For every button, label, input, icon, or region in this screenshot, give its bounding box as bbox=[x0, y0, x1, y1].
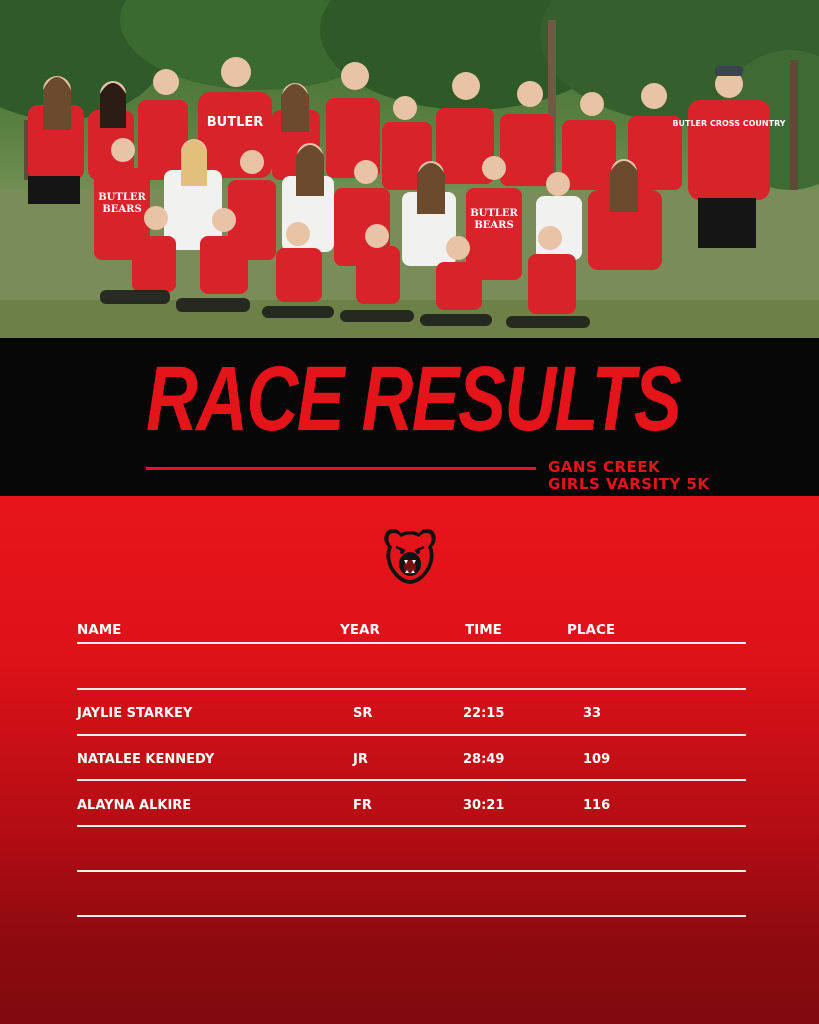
runner-name: ALAYNA ALKIRE bbox=[77, 798, 192, 813]
runner-name: NATALEE KENNEDY bbox=[77, 752, 215, 767]
runner-name: JAYLIE STARKEY bbox=[77, 706, 193, 721]
runner-time: 28:49 bbox=[463, 752, 505, 767]
table-row bbox=[77, 710, 746, 767]
shirt-text: BUTLER bbox=[206, 115, 264, 130]
team-photo-illustration bbox=[0, 0, 819, 338]
table-header-row bbox=[77, 618, 746, 664]
svg-text:BUTLER: BUTLER bbox=[98, 192, 146, 203]
table-divider bbox=[77, 642, 746, 644]
team-photo bbox=[0, 0, 819, 338]
table-row bbox=[77, 664, 746, 721]
runner-year: JR bbox=[353, 752, 368, 767]
event-division: GIRLS VARSITY 5K bbox=[548, 475, 710, 493]
svg-text:BEARS: BEARS bbox=[102, 204, 142, 215]
title-underline bbox=[146, 467, 536, 470]
runner-year: SR bbox=[353, 706, 373, 721]
header-name: NAME bbox=[77, 622, 122, 638]
runner-place: 109 bbox=[583, 752, 611, 767]
svg-text:BEARS: BEARS bbox=[474, 220, 514, 231]
results-table bbox=[77, 618, 746, 813]
runner-place: 33 bbox=[583, 706, 602, 721]
runner-time: 22:15 bbox=[463, 706, 505, 721]
table-divider bbox=[77, 734, 746, 736]
bear-head-icon bbox=[379, 523, 441, 585]
header-year: YEAR bbox=[340, 622, 380, 638]
table-divider bbox=[77, 870, 746, 872]
table-divider bbox=[77, 779, 746, 781]
table-divider bbox=[77, 825, 746, 827]
poster-title: RACE RESULTS bbox=[146, 348, 681, 450]
event-location: GANS CREEK bbox=[548, 458, 661, 476]
table-divider bbox=[77, 688, 746, 690]
svg-text:BUTLER CROSS COUNTRY: BUTLER CROSS COUNTRY bbox=[672, 119, 786, 128]
svg-text:BUTLER: BUTLER bbox=[470, 208, 518, 219]
header-place: PLACE bbox=[567, 622, 616, 638]
runner-place: 116 bbox=[583, 798, 611, 813]
table-divider bbox=[77, 915, 746, 917]
header-time: TIME bbox=[465, 622, 502, 638]
runner-year: FR bbox=[353, 798, 372, 813]
runner-time: 30:21 bbox=[463, 798, 505, 813]
event-subtitle bbox=[548, 459, 710, 493]
